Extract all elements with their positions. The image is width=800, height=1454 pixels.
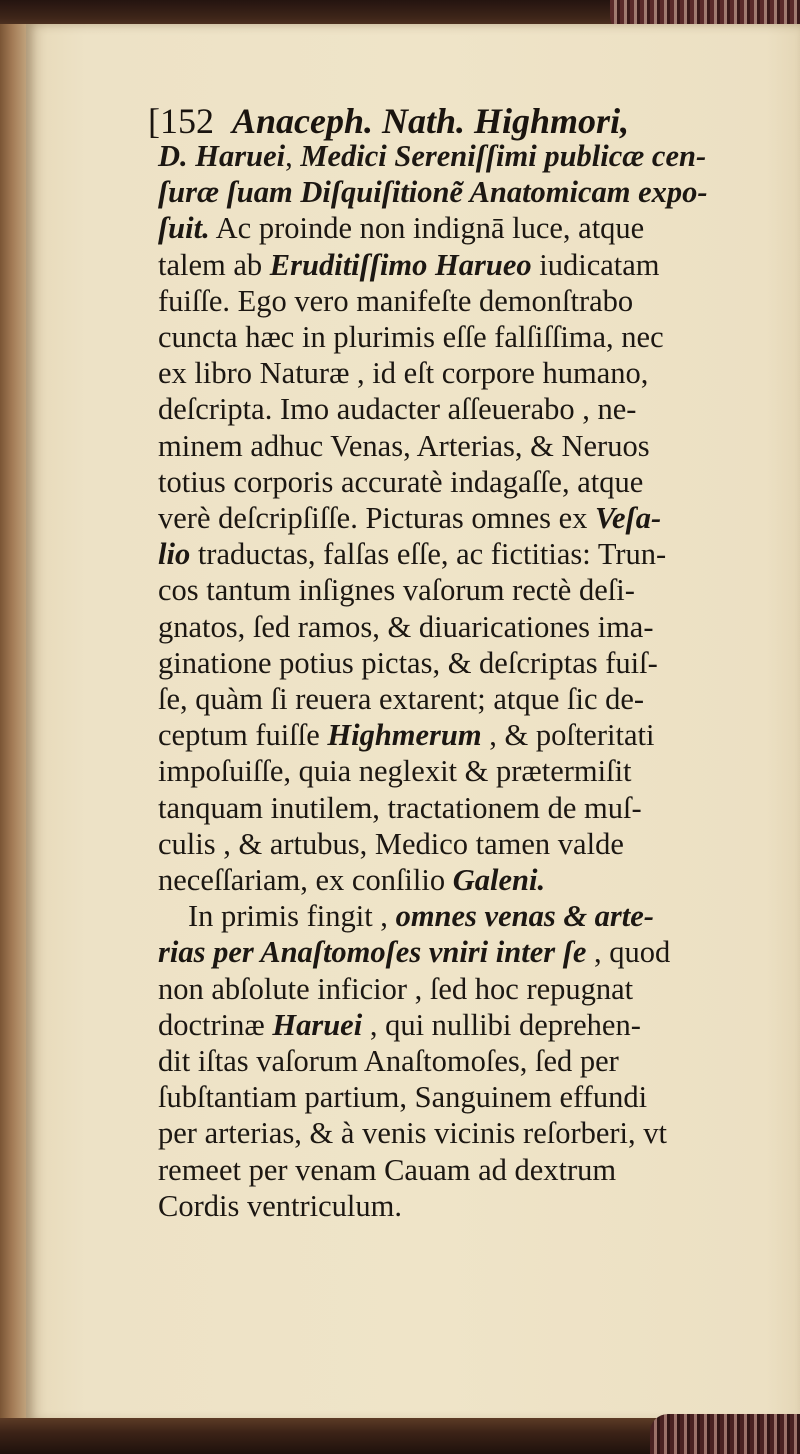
text-run: neceſſariam, ex conſilio bbox=[158, 863, 453, 897]
text-run: per arterias, & à venis vicinis reſorberi, vt bbox=[158, 1116, 667, 1151]
text-line bbox=[158, 1188, 402, 1224]
text-run: Ac proinde non indignā luce, atque bbox=[209, 211, 645, 246]
text-run: cuncta hæc in plurimis eſſe falſiſſima, nec bbox=[158, 320, 664, 354]
text-run: verè deſcripſiſſe. Picturas omnes ex bbox=[158, 501, 596, 535]
running-header bbox=[148, 100, 629, 142]
headband-bottom bbox=[650, 1414, 800, 1454]
running-title: Anaceph. Nath. Highmori, bbox=[232, 101, 630, 141]
text-run: ſubſtantiam partium, Sanguinem effundi bbox=[158, 1080, 648, 1115]
text-run: ginatione potius pictas, & deſcriptas fuiſ- bbox=[158, 645, 658, 680]
text-line bbox=[158, 247, 660, 283]
text-run: D. bbox=[158, 139, 196, 173]
text-run: Haruei bbox=[195, 139, 286, 173]
book-bottom-edge bbox=[0, 1418, 800, 1454]
text-run: minem adhuc Venas, Arterias, & Neruos bbox=[158, 428, 650, 463]
text-line bbox=[158, 862, 545, 898]
text-line bbox=[158, 500, 661, 536]
text-run: gnatos, ſed ramos, & diuaricationes ima- bbox=[158, 609, 654, 644]
text-run: fuiſſe. Ego vero manifeſte demonſtrabo bbox=[158, 283, 634, 318]
text-run: ſuræ ſuam Diſquiſitionẽ Anatomicam expo- bbox=[158, 175, 708, 210]
text-line bbox=[158, 355, 648, 391]
text-run: , quod bbox=[586, 935, 671, 970]
text-line bbox=[158, 210, 644, 246]
text-line bbox=[158, 645, 658, 681]
text-line bbox=[158, 138, 706, 174]
text-run: omnes venas & arte- bbox=[395, 899, 654, 934]
text-line bbox=[188, 898, 654, 934]
text-line bbox=[158, 826, 624, 862]
text-line bbox=[158, 1079, 647, 1115]
text-run: talem ab bbox=[158, 247, 270, 282]
text-run: impoſuiſſe, quia neglexit & prætermiſit bbox=[158, 754, 632, 789]
text-line bbox=[158, 319, 664, 355]
text-run: cos tantum inſignes vaſorum rectè deſi- bbox=[158, 573, 635, 608]
text-line bbox=[158, 934, 670, 970]
text-run: non abſolute inficior , ſed hoc repugnat bbox=[158, 971, 634, 1006]
text-line bbox=[158, 717, 654, 753]
text-run: Cordis ventriculum. bbox=[158, 1188, 402, 1223]
text-run: ſe, quàm ſi reuera extarent; atque ſic de- bbox=[158, 682, 645, 716]
text-run: , qui nullibi deprehen- bbox=[362, 1007, 641, 1042]
text-run: deſcripta. Imo audacter aſſeuerabo , ne- bbox=[158, 392, 637, 427]
text-line bbox=[158, 536, 666, 572]
text-run: lio bbox=[158, 537, 191, 572]
text-run: ceptum fuiſſe bbox=[158, 718, 328, 753]
text-run: ſuit. bbox=[158, 211, 210, 246]
text-run: ex libro Naturæ , id eſt corpore humano, bbox=[158, 356, 649, 391]
text-line bbox=[158, 391, 636, 427]
text-run: doctrinæ bbox=[158, 1007, 273, 1042]
text-line bbox=[158, 283, 633, 319]
text-line bbox=[158, 174, 708, 210]
text-run: totius corporis accuratè indagaſſe, atque bbox=[158, 464, 644, 499]
text-line bbox=[158, 1043, 619, 1079]
page-number: [152 bbox=[148, 101, 214, 141]
text-run: In primis fingit , bbox=[188, 899, 396, 934]
text-run: remeet per venam Cauam ad dextrum bbox=[158, 1152, 617, 1187]
text-run: tanquam inutilem, tractationem de muſ- bbox=[158, 790, 642, 825]
text-line bbox=[158, 1152, 616, 1188]
text-line bbox=[158, 428, 650, 464]
text-line bbox=[158, 464, 643, 500]
text-run: traductas, falſas eſſe, ac fictitias: Trun- bbox=[190, 537, 667, 572]
text-run: , bbox=[285, 139, 301, 173]
text-run: Haruei bbox=[272, 1007, 363, 1042]
text-run: rias per Anaſtomoſes vniri inter ſe bbox=[158, 935, 587, 970]
text-run: Medici Sereniſſimi publicæ cen- bbox=[300, 139, 707, 173]
text-run: Galeni. bbox=[452, 863, 546, 897]
text-line bbox=[158, 1115, 667, 1151]
text-line bbox=[158, 1007, 641, 1043]
text-run: , & poſteritati bbox=[481, 718, 655, 753]
text-line bbox=[158, 753, 632, 789]
text-run: Highmerum bbox=[327, 718, 482, 753]
text-line bbox=[158, 971, 633, 1007]
text-run: Eruditiſſimo Harueo bbox=[269, 247, 532, 282]
text-run: iudicatam bbox=[531, 247, 660, 282]
text-run: culis , & artubus, Medico tamen valde bbox=[158, 826, 624, 861]
text-line bbox=[158, 790, 642, 826]
text-line bbox=[158, 572, 635, 608]
text-line bbox=[158, 609, 654, 645]
text-line bbox=[158, 681, 644, 717]
text-run: dit iſtas vaſorum Anaſtomoſes, ſed per bbox=[158, 1044, 619, 1078]
text-run: Veſa- bbox=[595, 501, 662, 535]
